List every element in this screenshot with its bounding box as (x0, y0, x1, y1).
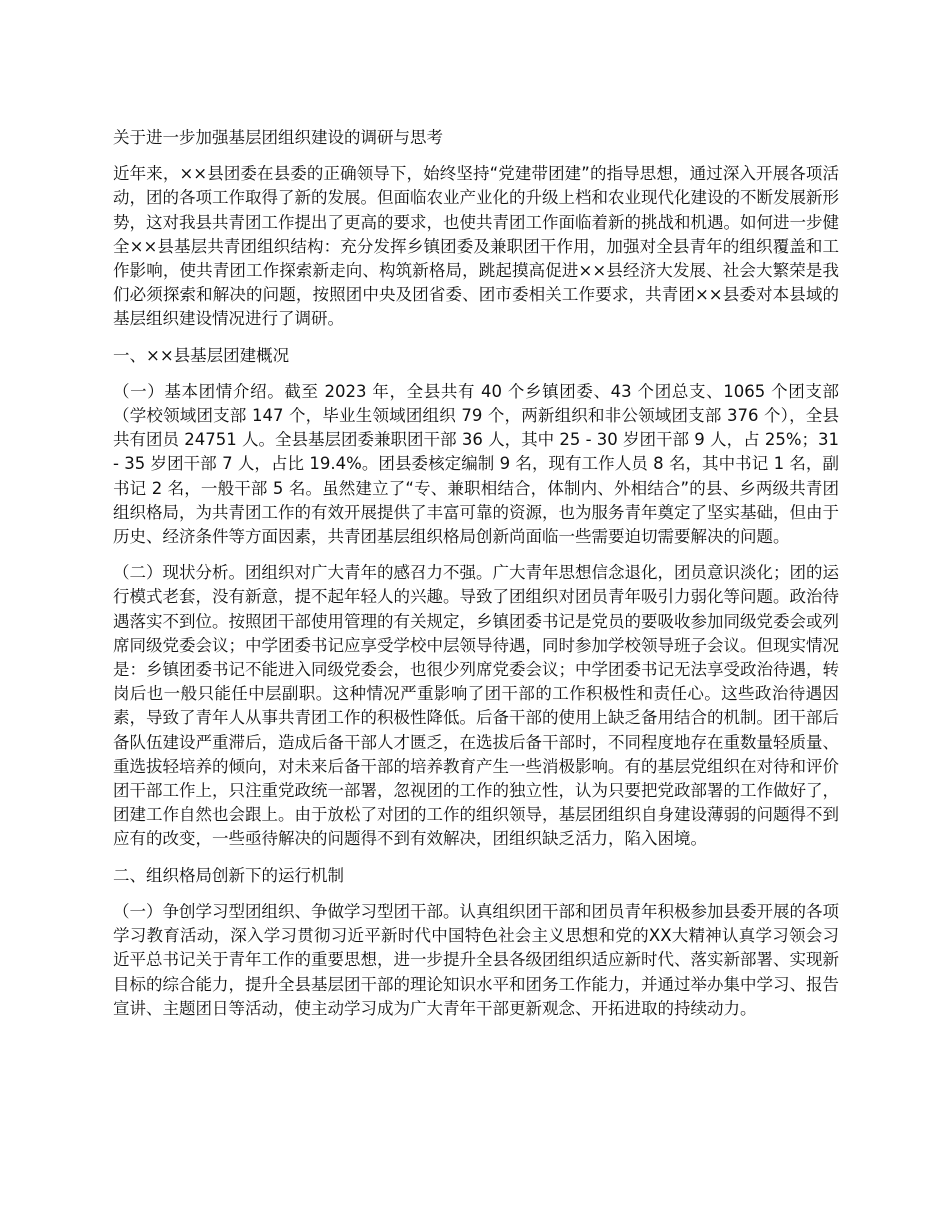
document-page (113, 126, 839, 1033)
section-2-heading: 二、组织格局创新下的运行机制 (113, 865, 344, 885)
intro-paragraph: 近年来，××县团委在县委的正确领导下，始终坚持“党建带团建”的指导思想，通过深入开展各项活动，团的各项工作取得了新的发展。但面临农业产业化的升级上档和农业现代化建设的不断发展新形势，这对我县共青团工作提出了更高的要求，也使共青团工作面临着新的挑战和机遇。如何进一步健全××县基层共青团组织结构：充分发挥乡镇团委及兼职团干作用，加强对全县青年的组织覆盖和工作影响，使共青团工作探索新走向、构筑新格局，跳起摸高促进××县经济大发展、社会大繁荣是我们必须探索和解决的问题，按照团中央及团省委、团市委相关工作要求，共青团××县委对本县域的基层组织建设情况进行了调研。 (113, 164, 839, 329)
section-1-paragraph-1: （一）基本团情介绍。截至 2023 年，全县共有 40 个乡镇团委、43 个团总支、1065 个团支部（学校领域团支部 147 个，毕业生领域团组织 79 个，两新组织和非公领域团支部 376 个），全县共有团员 24751 人。全县基层团委兼职团干部 36 人，其中 25 - 30 岁团干部 9 人，占 25%；31 - 35 岁团干部 7 人，占比 19.4%。团县委核定编制 9 名，现有工作人员 8 名，其中书记 1 名，副书记 2 名，一般干部 5 名。虽然建立了“专、兼职相结合，体制内、外相结合”的县、乡两级共青团组织格局，为共青团工作的有效开展提供了丰富可靠的资源，也为服务青年奠定了坚实基础，但由于历史、经济条件等方面因素，共青团基层组织格局创新尚面临一些需要迫切需要解决的问题。 (113, 381, 839, 547)
section-1-heading: 一、××县基层团建概况 (113, 345, 290, 365)
document-title: 关于进一步加强基层团组织建设的调研与思考 (113, 128, 443, 147)
section-2-paragraph-1: （一）争创学习型团组织、争做学习型团干部。认真组织团干部和团员青年积极参加县委开展的各项学习教育活动，深入学习贯彻习近平新时代中国特色社会主义思想和党的XX大精神认真学习领会习近平总书记关于青年工作的重要思想，进一步提升全县各级团组织适应新时代、落实新部署、实现新目标的综合能力，提升全县基层团干部的理论知识水平和团务工作能力，并通过举办集中学习、报告宣讲、主题团日等活动，使主动学习成为广大青年干部更新观念、开拓进取的持续动力。 (113, 901, 839, 1018)
section-1-paragraph-2: （二）现状分析。团组织对广大青年的感召力不强。广大青年思想信念退化，团员意识淡化；团的运行模式老套，没有新意，提不起年轻人的兴趣。导致了团组织对团员青年吸引力弱化等问题。政治待遇落实不到位。按照团干部使用管理的有关规定，乡镇团委书记是党员的要吸收参加同级党委会或列席同级党委会议；中学团委书记应享受学校中层领导待遇，同时参加学校领导班子会议。但现实情况是：乡镇团委书记不能进入同级党委会，也很少列席党委会议；中学团委书记无法享受政治待遇，转岗后也一般只能任中层副职。这种情况严重影响了团干部的工作积极性和责任心。这些政治待遇因素，导致了青年人从事共青团工作的积极性降低。后备干部的使用上缺乏备用结合的机制。团干部后备队伍建设严重滞后，造成后备干部人才匮乏，在选拔后备干部时，不同程度地存在重数量轻质量、重选拔轻培养的倾向，对未来后备干部的培养教育产生一些消极影响。有的基层党组织在对待和评价团干部工作上，只注重党政统一部署，忽视团的工作的独立性，认为只要把党政部署的工作做好了，团建工作自然也会跟上。由于放松了对团的工作的组织领导，基层团组织自身建设薄弱的问题得不到应有的改变，一些亟待解决的问题得不到有效解决，团组织缺乏活力，陷入困境。 (113, 563, 839, 849)
